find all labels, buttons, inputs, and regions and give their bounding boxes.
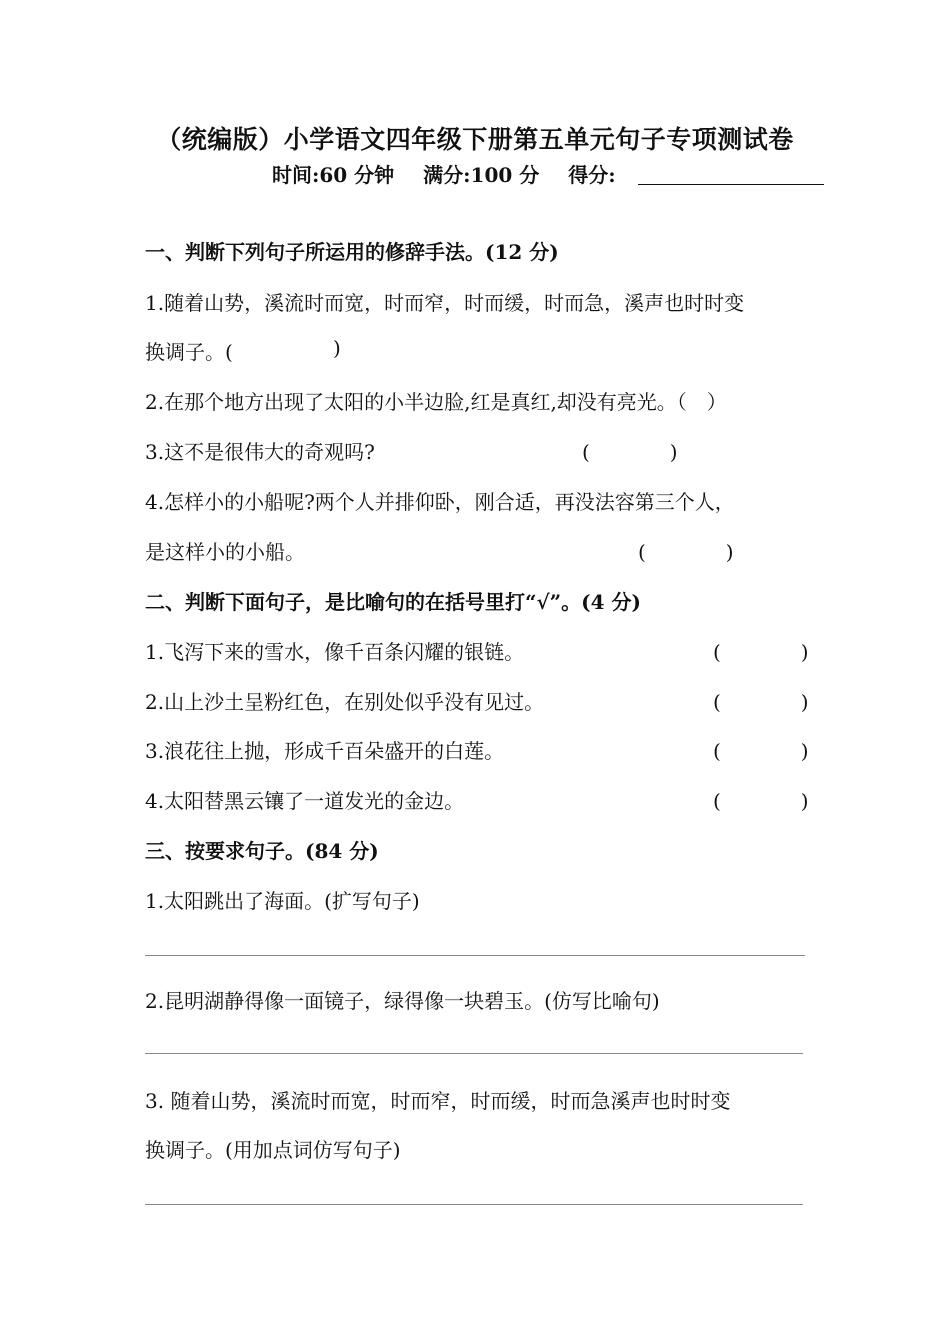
- s3-question-1: 1.太阳跳出了海面。(扩写句子): [145, 889, 420, 913]
- s1-question-3: 3.这不是很伟大的奇观吗?: [145, 440, 375, 464]
- s3-question-2-answer-line[interactable]: [145, 1053, 803, 1054]
- s3-question-3-line-2: 换调子。(用加点词仿写句子): [145, 1138, 401, 1162]
- s1-question-1-line-2: 换调子。(: [145, 340, 233, 364]
- section-3-heading: 三、按要求句子。(84 分): [145, 839, 379, 863]
- s2-question-2: 2.山上沙土呈粉红色，在别处似乎没有见过。: [145, 690, 545, 714]
- s3-question-2: 2.昆明湖静得像一面镜子，绿得像一块碧玉。(仿写比喻句): [145, 989, 660, 1013]
- s1-question-2: 2.在那个地方出现了太阳的小半边脸,红是真红,却没有亮光。（ ）: [145, 390, 727, 414]
- s1-question-3-answer[interactable]: ( ): [582, 440, 678, 464]
- exam-time: 时间:60 分钟: [272, 163, 395, 187]
- s1-question-1-answer-close[interactable]: ): [333, 336, 341, 360]
- s1-question-1-line-1: 1.随着山势，溪流时而宽，时而窄，时而缓，时而急，溪声也时时变: [145, 291, 745, 315]
- exam-meta: [272, 159, 824, 188]
- s2-question-2-answer[interactable]: ( ): [713, 690, 809, 714]
- s2-question-1: 1.飞泻下来的雪水，像千百条闪耀的银链。: [145, 640, 525, 664]
- s2-question-4-answer[interactable]: ( ): [713, 789, 809, 813]
- s1-question-4-answer[interactable]: ( ): [638, 540, 734, 564]
- section-2-heading: 二、判断下面句子，是比喻句的在括号里打“√”。(4 分): [145, 590, 641, 614]
- s1-question-4-line-1: 4.怎样小的小船呢?两个人并排仰卧，刚合适，再没法容第三个人，: [145, 490, 735, 514]
- exam-score-label: 得分:: [568, 163, 616, 187]
- s3-question-3-line-1: 3. 随着山势，溪流时而宽，时而窄，时而缓，时而急溪声也时时变: [145, 1089, 731, 1113]
- page-title: （统编版）小学语文四年级下册第五单元句子专项测试卷: [156, 125, 794, 154]
- s3-question-3-answer-line[interactable]: [145, 1204, 803, 1205]
- section-1-heading: 一、判断下列句子所运用的修辞手法。(12 分): [145, 240, 559, 264]
- s2-question-4: 4.太阳替黑云镶了一道发光的金边。: [145, 789, 465, 813]
- s1-question-4-line-2: 是这样小的小船。: [145, 540, 305, 564]
- exam-full-score: 满分:100 分: [423, 163, 540, 187]
- s2-question-3-answer[interactable]: ( ): [713, 739, 809, 763]
- s2-question-3: 3.浪花往上抛，形成千百朵盛开的白莲。: [145, 739, 505, 763]
- score-blank[interactable]: [638, 164, 824, 185]
- s3-question-1-answer-line[interactable]: [145, 955, 805, 956]
- s2-question-1-answer[interactable]: ( ): [713, 640, 809, 664]
